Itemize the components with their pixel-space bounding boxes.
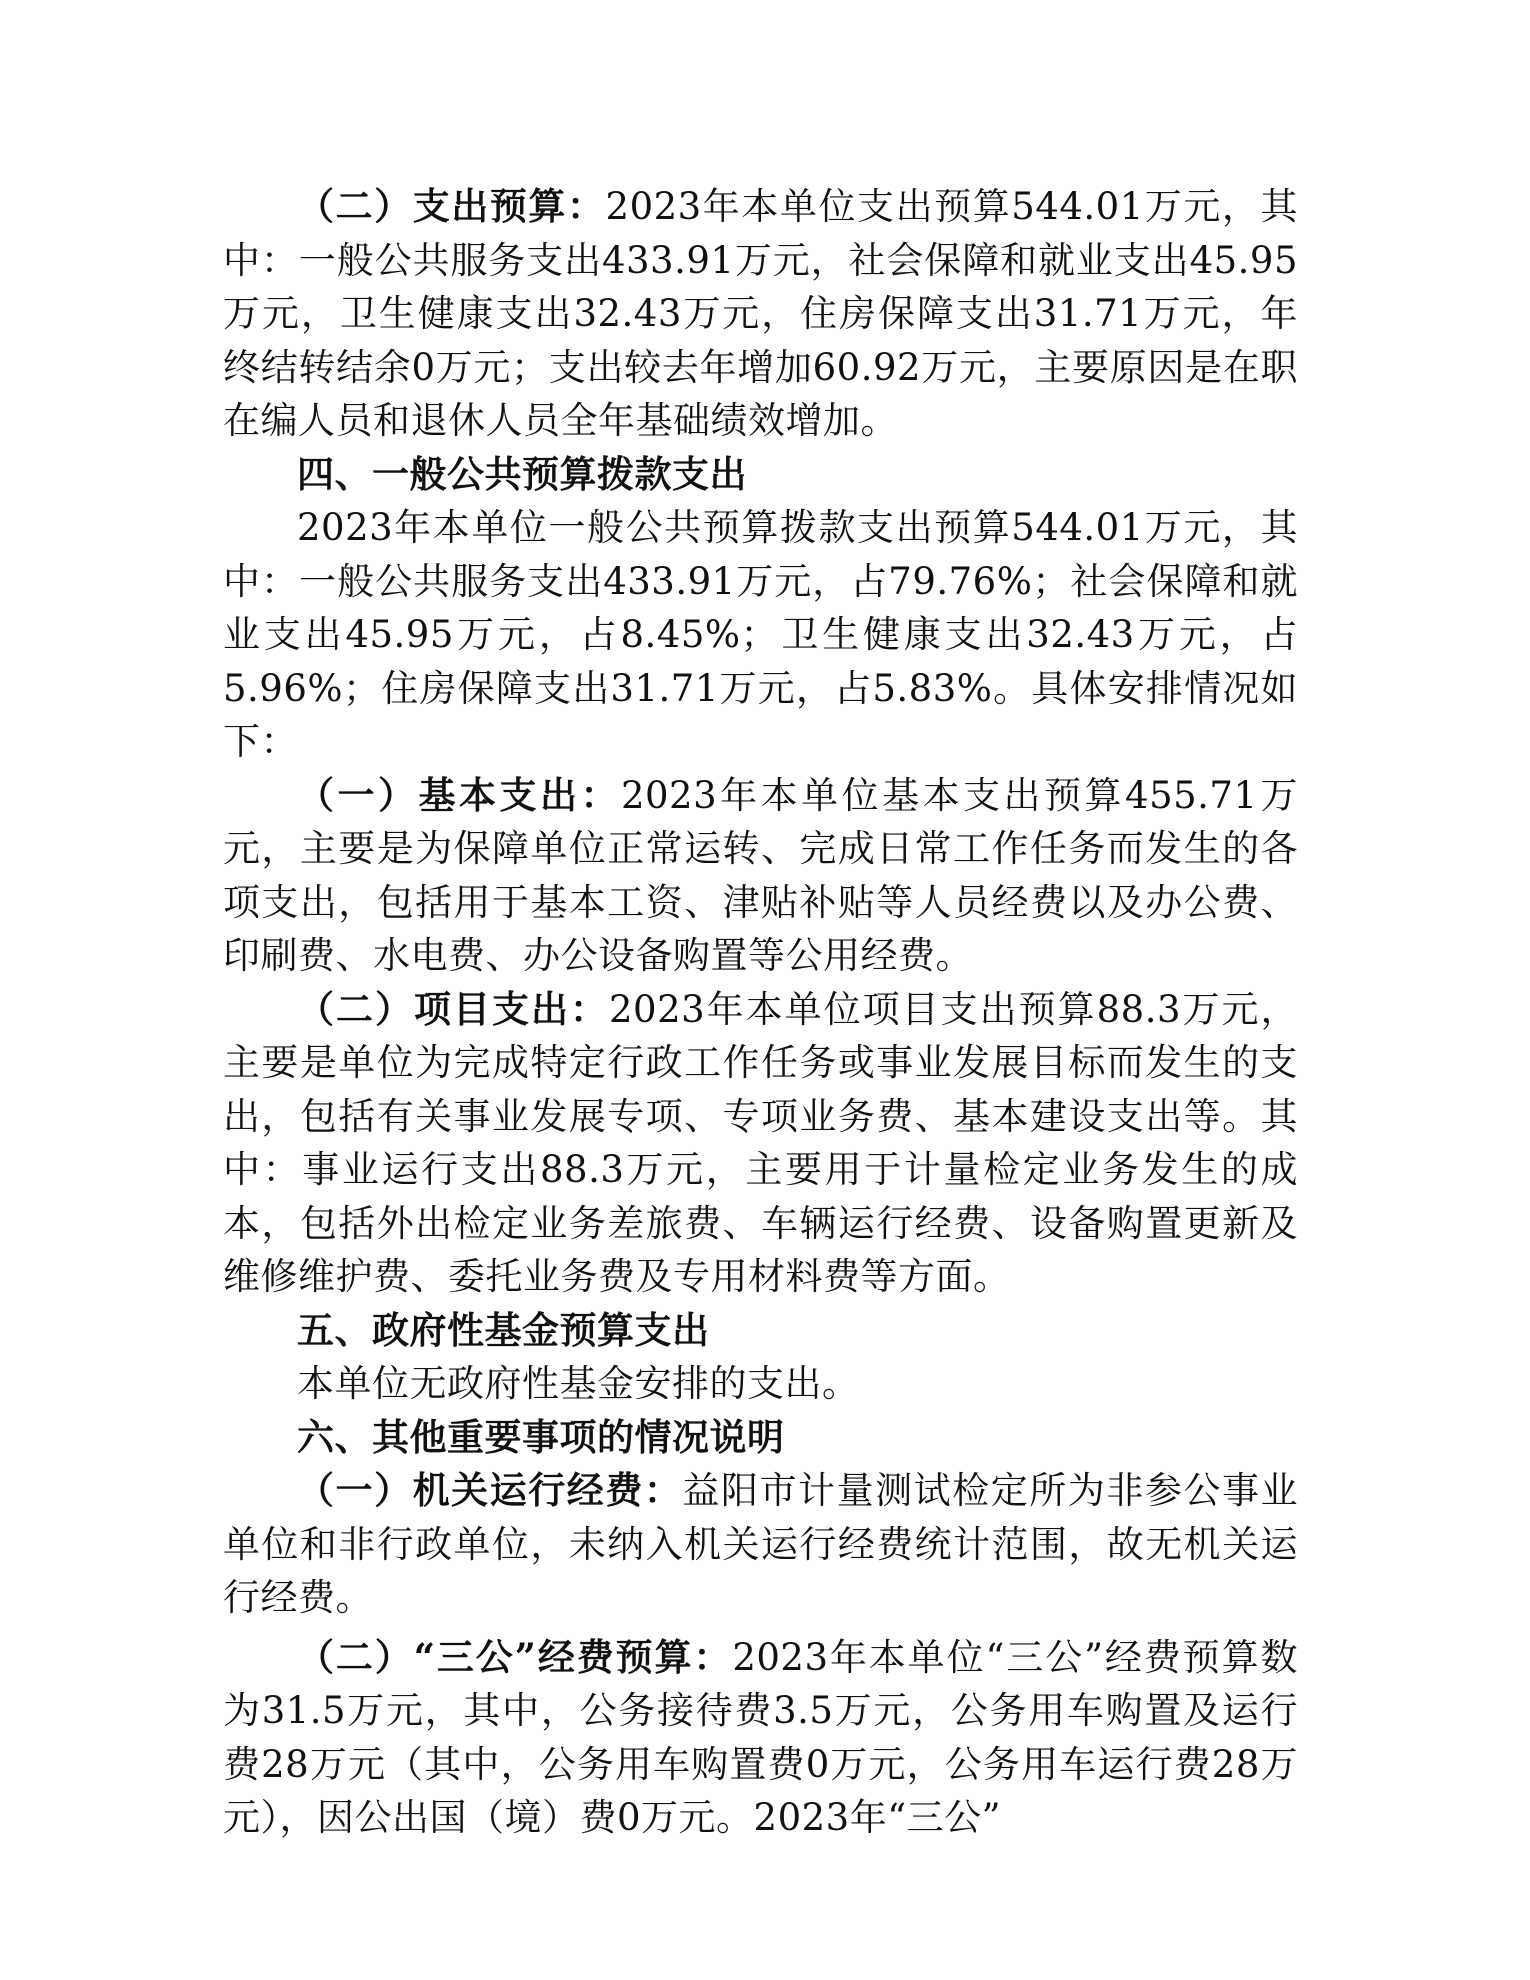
paragraph-operating-expenses (223, 1464, 1298, 1625)
paragraph-text: 益阳市计量测试检定所为非参公事业单位和非行政单位，未纳入机关运行经费统计范围，故无机关运行经费。 (223, 1469, 1299, 1619)
paragraph-project-expenditure (223, 983, 1298, 1304)
paragraph-government-fund (223, 1357, 1298, 1411)
paragraph-text: 2023年本单位项目支出预算88.3万元，主要是单位为完成特定行政工作任务或事业发展目标而发生的支出，包括有关事业发展专项、专项业务费、基本建设支出等。其中：事业运行支出88.3万元，主要用于计量检定业务发生的成本，包括外出检定业务差旅费、车辆运行经费、设备购置更新及维修维护费、委托业务费及专用材料费等方面。 (223, 987, 1298, 1298)
paragraph-expenditure-budget (223, 180, 1298, 448)
paragraph-lead: （一）机关运行经费： (297, 1468, 683, 1512)
paragraph-lead: （二）“三公”经费预算： (297, 1634, 733, 1679)
paragraph-three-public-expenses (223, 1631, 1298, 1845)
paragraph-text: 本单位无政府性基金安排的支出。 (297, 1362, 860, 1405)
paragraph-lead: （二）支出预算： (297, 184, 606, 228)
paragraph-text: 2023年本单位支出预算544.01万元，其中：一般公共服务支出433.91万元，社会保障和就业支出45.95万元，卫生健康支出32.43万元，住房保障支出31.71万元，年终结转结余0万元；支出较去年增加60.92万元，主要原因是在职在编人员和退休人员全年基础绩效增加。 (223, 185, 1298, 442)
section-heading-5: 五、政府性基金预算支出 (297, 1307, 710, 1352)
paragraph-text: 2023年本单位“三公”经费预算数为31.5万元，其中，公务接待费3.5万元，公务用车购置及运行费28万元（其中，公务用车购置费0万元，公务用车运行费28万元），因公出国（境）费0万元。2023年“三公” (223, 1635, 1298, 1839)
paragraph-lead: （一）基本支出： (297, 772, 621, 817)
section-heading-6: 六、其他重要事项的情况说明 (297, 1414, 785, 1459)
section-heading-4: 四、一般公共预算拨款支出 (297, 451, 747, 496)
paragraph-text: 2023年本单位基本支出预算455.71万元，主要是为保障单位正常运转、完成日常工作任务而发生的各项支出，包括用于基本工资、津贴补贴等人员经费以及办公费、印刷费、水电费、办公设备购置等公用经费。 (223, 773, 1298, 977)
paragraph-basic-expenditure (223, 769, 1298, 983)
document-page (223, 180, 1298, 1845)
paragraph-lead: （二）项目支出： (297, 986, 609, 1031)
paragraph-general-public-budget (223, 501, 1298, 769)
paragraph-text: 2023年本单位一般公共预算拨款支出预算544.01万元，其中：一般公共服务支出433.91万元，占79.76%；社会保障和就业支出45.95万元，占8.45%；卫生健康支出32.43万元，占5.96%；住房保障支出31.71万元，占5.83%。具体安排情况如下： (223, 506, 1298, 763)
